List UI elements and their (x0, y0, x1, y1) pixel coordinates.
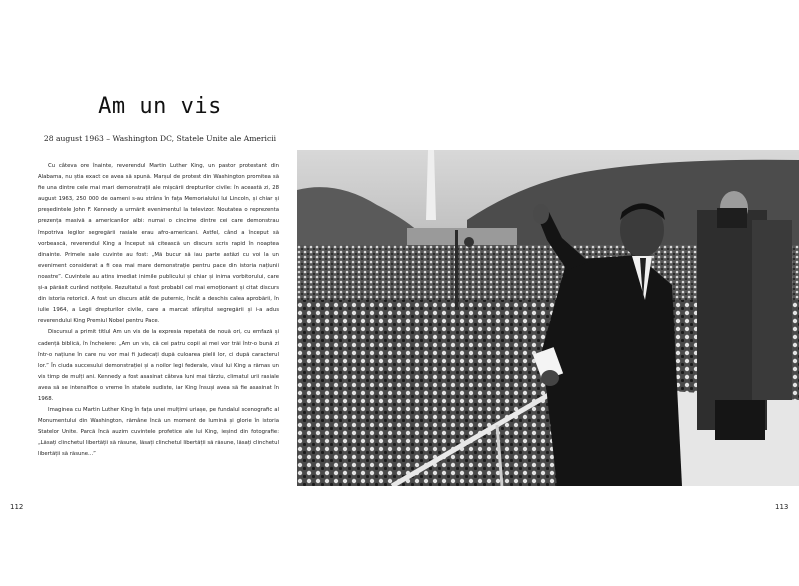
historical-photo (297, 150, 799, 486)
photo-illustration (297, 150, 799, 486)
page-title: Am un vis (98, 94, 222, 119)
paragraph-1: Cu câteva ore înainte, reverendul Martin Luther King, un pastor protestant din Alabama, nu știa exact ce avea să spună. Marșul de protest din Washington promitea să fie una dintre cele mai mari demonstrații ale mișcării drepturilor civile: în această zi, 28 august 1963, 250 000 de oameni s-au strâns în fața Memorialului lui Lincoln, și chiar și președintele John F. Kennedy a urmărit evenimentul la televizor. Noutatea o reprezenta prezența masivă a americanilor albi: numai o cincime dintre cei care demonstrau împotriva legilor segregării rasiale erau afro-americani. Astfel, când a început să vorbească, reverendul King a început să citească un discurs scris rapid în noaptea dinainte. Primele sale cuvinte au fost: „Mă bucur să iau parte astăzi cu voi la un eveniment considerat a fi cea mai mare demonstrație pentru pace din istoria națiunii noastre”. Cuvintele au atins imediat inimile publicului și chiar și inima vorbitorului, care și-a părăsit curând notițele. Rezultatul a fost probabil cel mai emoționant și citat discurs din istoria retoricii. A fost un discurs atât de puternic, încât a deschis calea aprobării, în iulie 1964, a Legii drepturilor civile, care a marcat sfârșitul segregării și i-a adus reverendului King Premiul Nobel pentru Pace. (38, 163, 279, 325)
paragraph-2: Discursul a primit titlul Am un vis de la expresia repetată de nouă ori, cu emfază și cadență biblică, în încheiere: „Am un vis, că cei patru copii ai mei vor trăi într-o bună zi într-o națiune în care nu vor mai fi judecați după culoarea pielii lor, ci după caracterul lor.” În ciuda succesului demonstrației și a noilor legi federale, visul lui King a rămas un vis timp de mulți ani. Kennedy a fost asasinat câteva luni mai târziu, climatul urii rasiale avea să se intensifice o vreme în statele sudiste, iar King însuși avea să fie asasinat în 1968. (38, 329, 279, 402)
page-number-left: 112 (10, 503, 24, 511)
paragraph-3: Imaginea cu Martin Luther King în fața unei mulțimi uriașe, pe fundalul scenografic al Monumentului din Washington, rămâne încă un moment de lumină și glorie în istoria Statelor Unite. Parcă încă auzim cuvintele profetice ale lui King, ieșind din fotografie: „Lăsați clinchetul libertății să răsune, lăsați clinchetul libertății să răsune, lăsați clinchetul libertății să răsune...” (38, 407, 279, 458)
page-subtitle: 28 august 1963 – Washington DC, Statele Unite ale Americii (43, 134, 277, 143)
article-body (38, 161, 279, 461)
page-number-right: 113 (775, 503, 789, 511)
